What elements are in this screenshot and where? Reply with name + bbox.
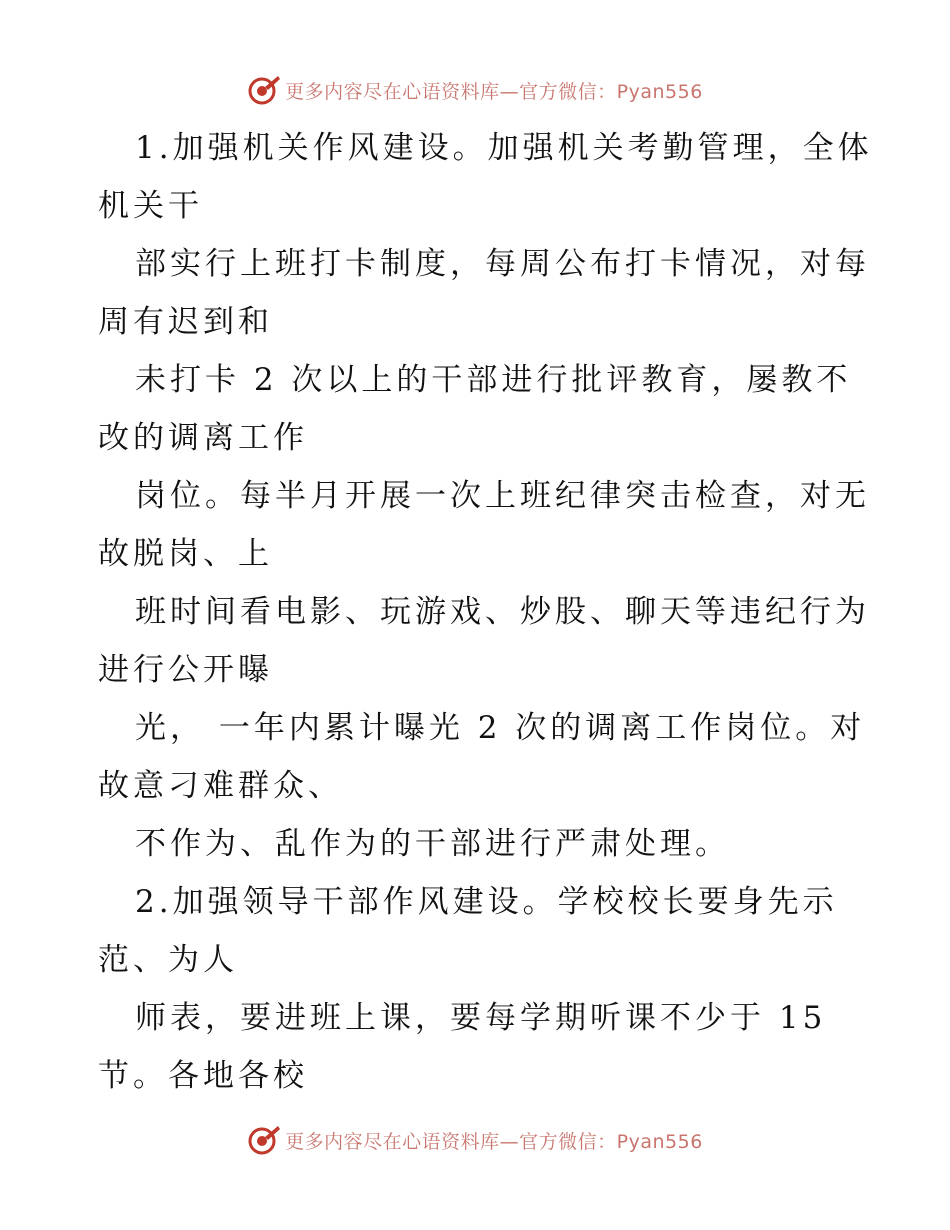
- text-line: 周有迟到和: [98, 304, 273, 340]
- text-line: 节。各地各校: [98, 1058, 308, 1094]
- text-line: 部实行上班打卡制度，每周公布打卡情况，对每: [135, 246, 870, 282]
- text-line: 机关干: [98, 188, 203, 224]
- pen-seal-icon: [247, 73, 281, 107]
- text-line: 师表，要进班上课，要每学期听课不少于 15: [135, 1000, 827, 1036]
- text-line: 2.加强领导干部作风建设。学校校长要身先示: [135, 884, 838, 920]
- text-line: 未打卡 2 次以上的干部进行批评教育，屡教不: [135, 362, 852, 398]
- pen-seal-icon: [247, 1123, 281, 1157]
- text-line: 光， 一年内累计曝光 2 次的调离工作岗位。对: [135, 710, 866, 746]
- text-line: 改的调离工作: [98, 420, 308, 456]
- text-line: 故意刁难群众、: [98, 768, 343, 804]
- text-line: 班时间看电影、玩游戏、炒股、聊天等违纪行为: [135, 594, 870, 630]
- text-line: 1.加强机关作风建设。加强机关考勤管理，全体: [135, 130, 873, 166]
- text-line: 不作为、乱作为的干部进行严肃处理。: [135, 826, 730, 862]
- text-line: 岗位。每半月开展一次上班纪律突击检查，对无: [135, 478, 870, 514]
- footer-banner-text: 更多内容尽在心语资料库—官方微信：Pyan556: [285, 1130, 703, 1153]
- header-banner-text: 更多内容尽在心语资料库—官方微信：Pyan556: [285, 80, 703, 103]
- header-banner: [0, 70, 950, 110]
- footer-banner: [0, 1120, 950, 1160]
- text-line: 进行公开曝: [98, 652, 273, 688]
- text-line: 故脱岗、上: [98, 536, 273, 572]
- text-line: 范、为人: [98, 942, 238, 978]
